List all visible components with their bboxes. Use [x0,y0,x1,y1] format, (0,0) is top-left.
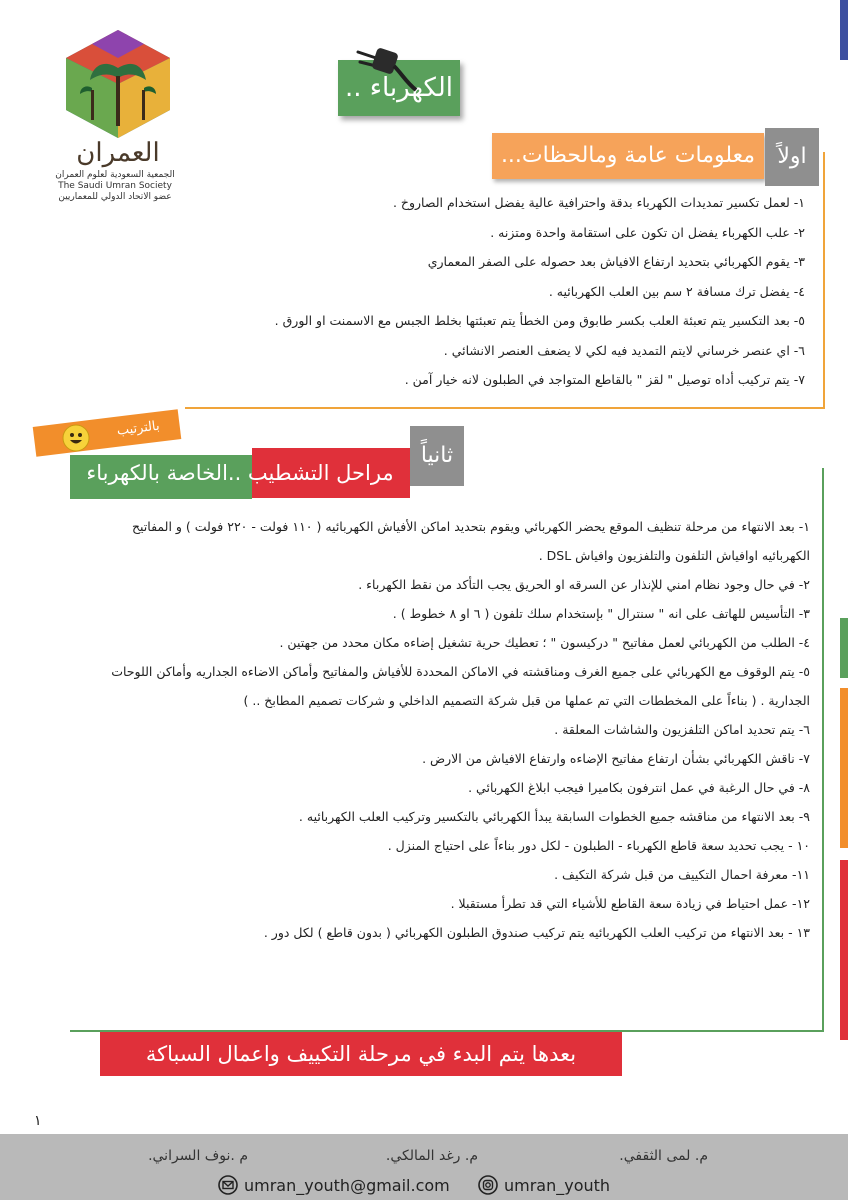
email-text: umran_youth@gmail.com [244,1175,450,1195]
list-item: ٩- بعد الانتهاء من مناقشه جميع الخطوات السابقة يبدأ الكهربائي بالتكسير وتركيب العلب الكهربائيه . [298,809,810,824]
logo-subtitle-en: The Saudi Umran Society [58,181,172,191]
edge-bar-red [840,860,848,1040]
list-item: ٦- اي عنصر خرساني لايتم التمديد فيه لكي لا يضعف العنصر الانشائي . [443,342,805,358]
section1-title: معلومات عامة ومالحظات... [492,133,764,179]
section2-title-red: مراحل التشطيب .. [227,461,394,485]
section1-list [185,188,805,395]
footer-instagram[interactable] [478,1175,610,1195]
order-tag: بالترتيب [33,409,182,457]
edge-bar-orange [840,688,848,848]
list-item: ١٢- عمل احتياط في زيادة سعة القاطع للأشياء التي قد تطرأ مستقبلا . [450,896,810,911]
plug-icon [350,40,420,92]
author-name: م. لمى الثقفي. [619,1148,708,1164]
footer-email[interactable] [218,1175,450,1195]
section2-title [70,448,410,498]
page-title: الكهرباء .. [338,60,460,116]
list-item: ٤- يفضل ترك مسافة ٢ سم بين العلب الكهربائيه . [548,283,805,299]
society-logo-icon [62,28,174,140]
author-name: م .نوف السراني. [148,1148,248,1164]
section1-badge: اولاً [765,128,819,186]
section2-list [95,512,810,947]
edge-bar-green [840,618,848,678]
list-item: ١- لعمل تكسير تمديدات الكهرباء بدقة واحترافية عالية يفضل استخدام الصاروخ . [392,195,805,210]
list-item: ٣- يقوم الكهربائي بتحديد ارتفاع الافياش بعد حصوله على الصفر المعماري [427,254,805,269]
list-item: ٧- ناقش الكهربائي بشأن ارتفاع مفاتيح الإضاءه وارتفاع الافياش من الارض . [422,751,810,766]
list-item: ١٣ - بعد الانتهاء من تركيب العلب الكهربائيه يتم تركيب صندوق الطبلون الكهربائي ( بدون قاطع ) لكل دور . [263,925,810,940]
list-item: ٨- في حال الرغبة في عمل انترفون بكاميرا فيجب ابلاغ الكهربائي . [468,780,810,795]
page-number: ١ [34,1113,42,1129]
list-item: ١١- معرفة احمال التكييف من قبل شركة التكيف . [554,867,810,882]
email-icon [218,1175,238,1195]
logo-subtitle [40,170,190,203]
list-item: ٧- يتم تركيب أداه توصيل " لقز " بالقاطع المتواجد في الطبلون لانه خيار آمن . [404,372,805,387]
list-item: ٥- يتم الوقوف مع الكهربائي على جميع الغرف ومناقشته في الاماكن المحددة للأفياش والمفاتيح وأماكن الاضاءه الجداريه وأماكن اللوحات الجدارية . ( بناءاً على المخططات التي تم عملها من قبل شركة التصميم الداخلي و شركات تصميم المطابخ .. ) [111,664,810,708]
list-item: ٢- علب الكهرباء يفضل ان تكون على استقامة واحدة ومتزنه . [490,224,805,240]
edge-bar-blue [840,0,848,60]
list-item: ١٠ - يجب تحديد سعة قاطع الكهرباء - الطبلون - لكل دور بناءاً على احتياج المنزل . [387,838,810,853]
next-stage-banner: بعدها يتم البدء في مرحلة التكييف واعمال السباكة [100,1032,622,1076]
list-item: ٦- يتم تحديد اماكن التلفزيون والشاشات المعلقة . [554,722,810,737]
list-item: ١- بعد الانتهاء من مرحلة تنظيف الموقع يحضر الكهربائي ويقوم بتحديد اماكن الأفياش الكهربائيه ( ١١٠ فولت - ٢٢٠ فولت ) و المفاتيح الكهربائيه اوافياش التلفون والتلفزيون وافياش DSL . [131,519,810,563]
list-item: ٥- بعد التكسير يتم تعبئة العلب بكسر طابوق ومن الخطأ يتم تعبئتها بخلط الجبس مع الاسمنت او الورق . [274,313,805,328]
section2-title-green: الخاصة بالكهرباء [86,461,228,485]
section2-badge: ثانياً [410,426,464,486]
instagram-text: umran_youth [504,1175,611,1195]
logo-subtitle-ar: الجمعية السعودية لعلوم العمران [55,170,175,180]
logo-wordmark: العمران [76,138,160,168]
instagram-icon [478,1175,498,1195]
list-item: ٣- التأسيس للهاتف على انه " سنترال " بإستخدام سلك تلفون ( ٦ او ٨ خطوط ) . [392,606,810,621]
list-item: ٤- الطلب من الكهربائي لعمل مفاتيح " دركيسون " ؛ تعطيك حرية تشغيل إضاءه مكان محدد من جهتين . [279,635,810,650]
logo-membership: عضو الاتحاد الدولي للمعماريين [58,192,172,202]
author-name: م. رغد المالكي. [385,1148,478,1164]
list-item: ٢- في حال وجود نظام امني للإنذار عن السرقه او الحريق يجب التأكد من نقط الكهرباء . [358,577,810,592]
